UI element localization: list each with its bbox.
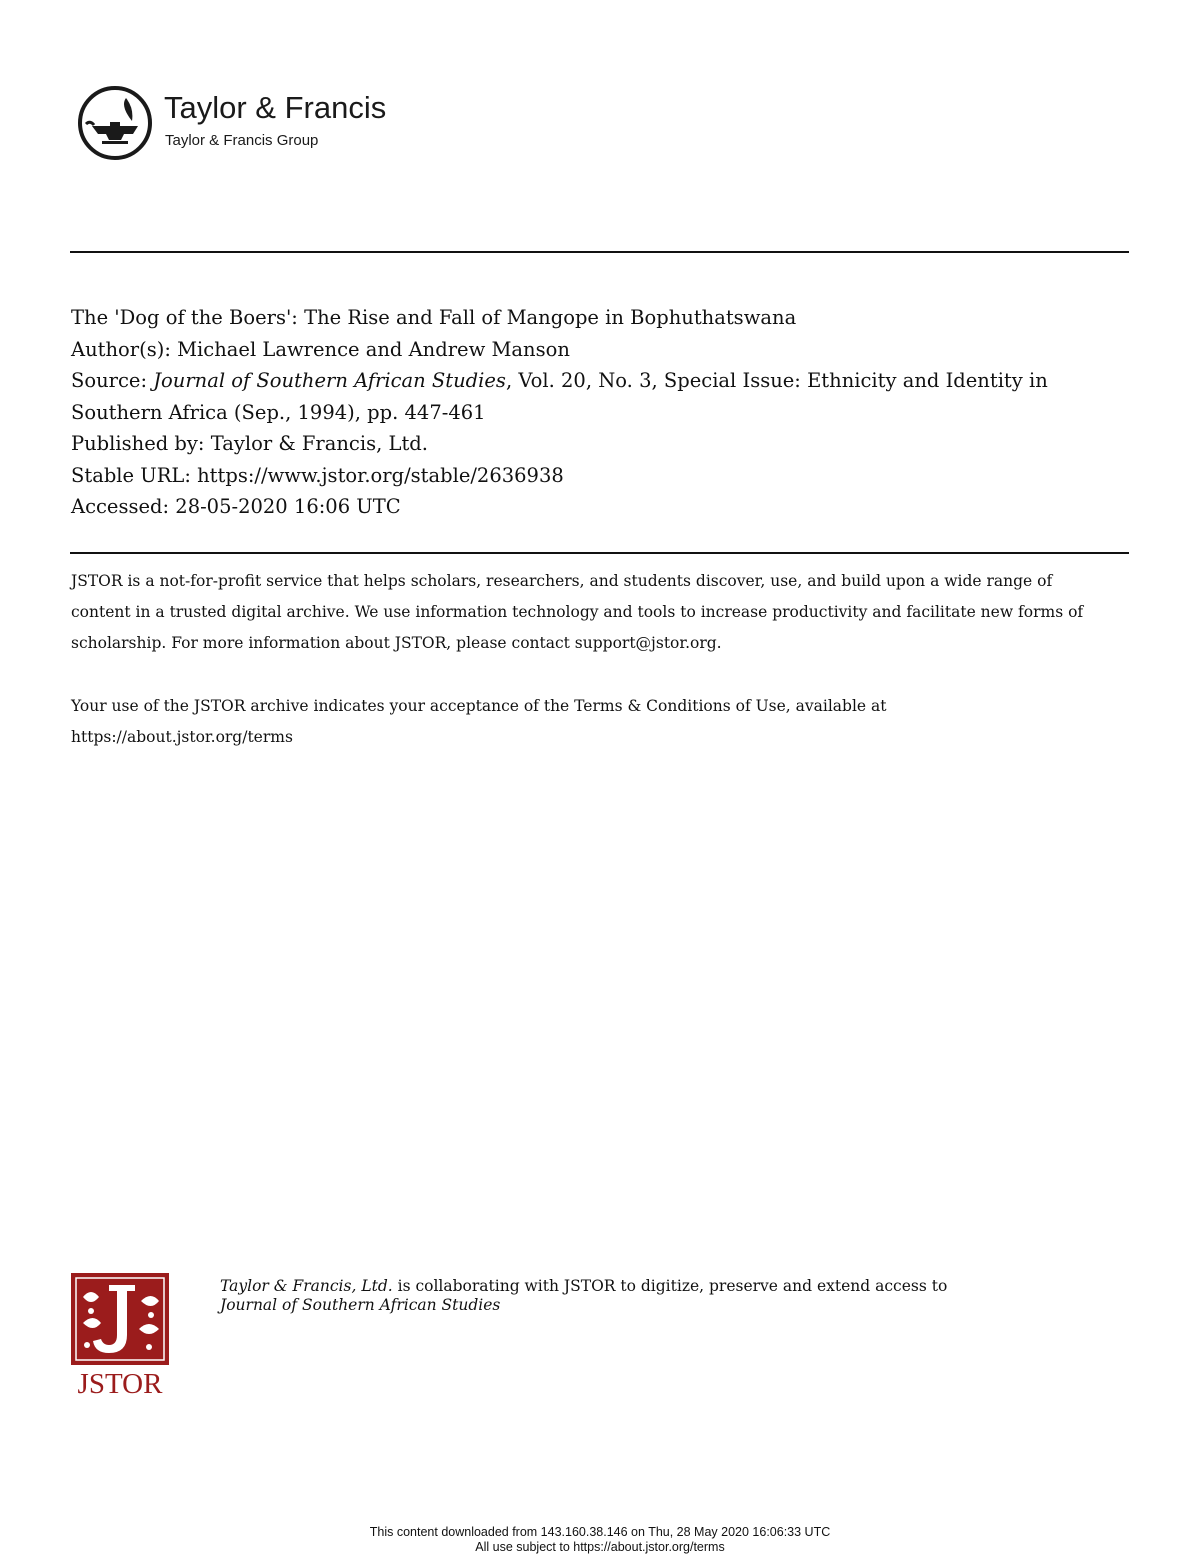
- collaboration-publisher: Taylor & Francis, Ltd.: [220, 1277, 393, 1295]
- stable-url-link[interactable]: https://www.jstor.org/stable/2636938: [197, 463, 564, 487]
- accessed-date: 28-05-2020 16:06 UTC: [175, 495, 401, 518]
- jstor-emblem-icon: [71, 1273, 169, 1365]
- source-label: Source:: [71, 369, 148, 392]
- article-metadata: [71, 302, 1131, 523]
- publisher-logo: [76, 84, 416, 164]
- publisher-logo-group: Taylor & Francis Group: [165, 132, 319, 149]
- accessed-line: [71, 491, 1131, 523]
- middle-divider: [70, 552, 1129, 554]
- collaboration-line-2: [220, 1296, 1120, 1315]
- stable-url-label: Stable URL:: [71, 463, 191, 487]
- publisher-line: [71, 428, 1131, 460]
- authors: Michael Lawrence and Andrew Manson: [177, 337, 570, 361]
- lamp-icon: [76, 84, 154, 162]
- jstor-logo-word: JSTOR: [77, 1368, 163, 1400]
- collaboration-journal: Journal of Southern African Studies: [220, 1296, 501, 1314]
- accessed-label: Accessed:: [71, 495, 170, 518]
- authors-label: Author(s):: [71, 337, 171, 361]
- footer-line-1: This content downloaded from 143.160.38.146 on Thu, 28 May 2020 16:06:33 UTC: [369, 1525, 831, 1539]
- publisher-name: Taylor & Francis, Ltd.: [210, 432, 428, 455]
- stable-url-line: [71, 460, 1131, 492]
- publisher-logo-name: Taylor & Francis: [164, 90, 387, 125]
- download-footer: [0, 1525, 1200, 1555]
- jstor-notice-para-1: JSTOR is a not-for-profit service that helps scholars, researchers, and students discover, use, and build upon a wide range of content in a trusted digital archive. We use information technology and tools to increase productivity and facilitate new forms of scholarship. For more information about JSTOR, please contact support@jstor.org.: [71, 572, 1084, 652]
- jstor-notice: [71, 566, 1111, 753]
- jstor-logo: [71, 1273, 169, 1408]
- jstor-notice-para-2: Your use of the JSTOR archive indicates your acceptance of the Terms & Conditions of Use, available at https://about.jstor.org/terms: [71, 697, 887, 746]
- authors-line: [71, 334, 1131, 366]
- source-journal: Journal of Southern African Studies: [153, 369, 506, 392]
- source-details: , Vol. 20, No. 3, Special Issue: Ethnicity and Identity in Southern Africa (Sep., 1994), pp. 447-461: [71, 369, 1048, 424]
- collaboration-statement: [220, 1277, 1120, 1315]
- top-divider: [70, 251, 1129, 253]
- article-title: The 'Dog of the Boers': The Rise and Fall of Mangope in Bophuthatswana: [71, 306, 797, 329]
- published-label: Published by:: [71, 432, 205, 455]
- source-line: [71, 365, 1131, 428]
- collaboration-text: is collaborating with JSTOR to digitize, preserve and extend access to: [392, 1277, 948, 1295]
- footer-line-2: All use subject to https://about.jstor.org/terms: [475, 1540, 725, 1554]
- collaboration-line-1: [220, 1277, 1120, 1296]
